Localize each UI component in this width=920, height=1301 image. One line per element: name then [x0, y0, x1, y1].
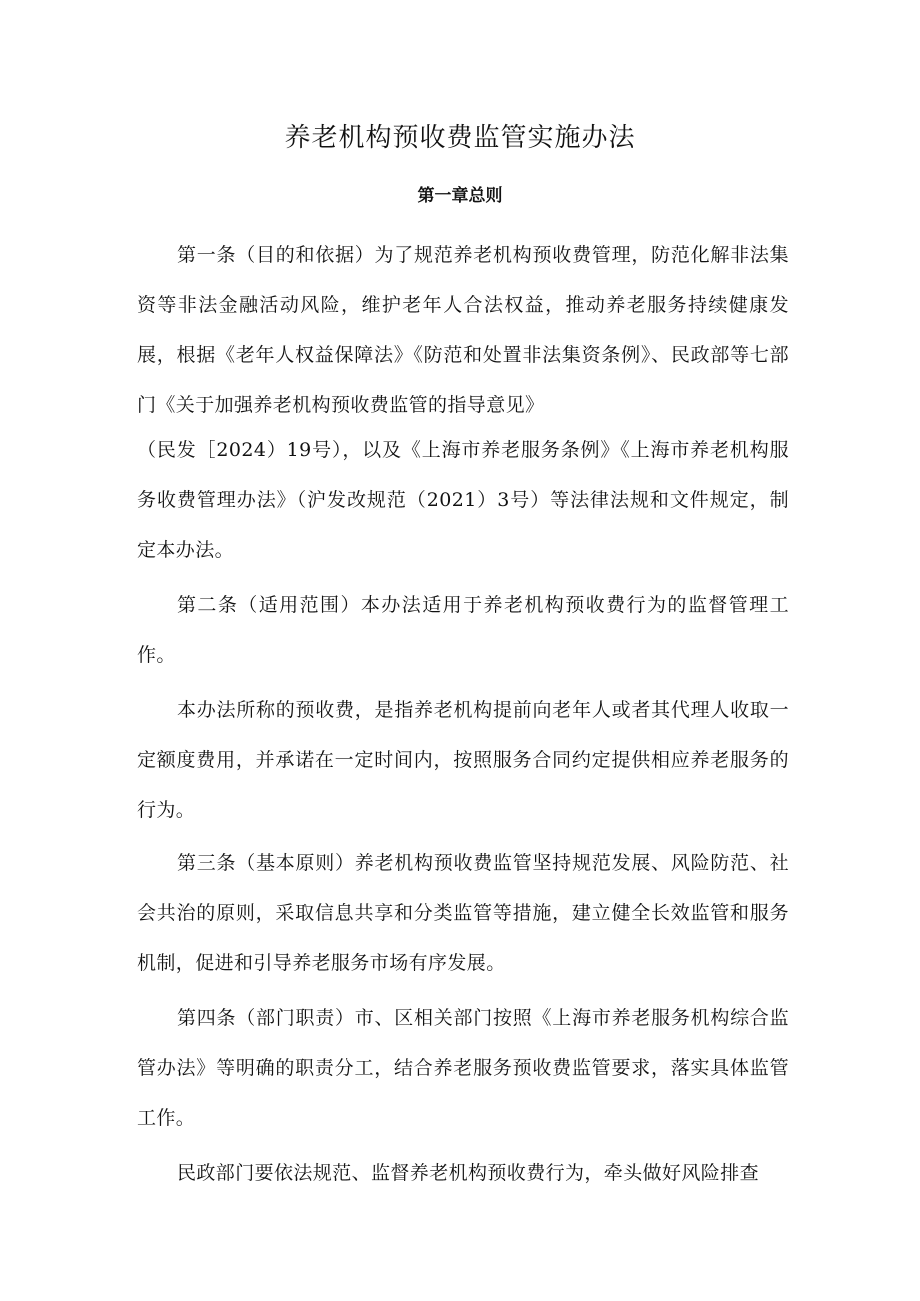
chapter-heading: 第一章总则 — [417, 186, 503, 206]
paragraph-prepayment-definition: 本办法所称的预收费，是指养老机构提前向老年人或者其代理人收取一定额度费用，并承诺在一定时间内，按照服务合同约定提供相应养老服务的行为。 — [137, 699, 789, 821]
paragraph-civil-affairs-duties: 民政部门要依法规范、监督养老机构预收费行为，牵头做好风险排查 — [177, 1162, 760, 1184]
paragraph-article-2: 第二条（适用范围）本办法适用于养老机构预收费行为的监督管理工作。 — [137, 594, 789, 666]
document-title: 养老机构预收费监管实施办法 — [284, 123, 636, 153]
paragraph-article-4: 第四条（部门职责）市、区相关部门按照《上海市养老服务机构综合监管办法》等明确的职责分工，结合养老服务预收费监管要求，落实具体监管工作。 — [137, 1007, 789, 1129]
paragraph-article-3: 第三条（基本原则）养老机构预收费监管坚持规范发展、风险防范、社会共治的原则，采取信息共享和分类监管等措施，建立健全长效监管和服务机制，促进和引导养老服务市场有序发展。 — [137, 852, 789, 974]
paragraph-article-1: 第一条（目的和依据）为了规范养老机构预收费管理，防范化解非法集资等非法金融活动风险，维护老年人合法权益，推动养老服务持续健康发展，根据《老年人权益保障法》《防范和处置非法集资条例》、民政部等七部门《关于加强养老机构预收费监管的指导意见》 — [137, 244, 789, 416]
paragraph-article-1-continued: （民发［2024）19号），以及《上海市养老服务条例》《上海市养老机构服务收费管理办法》（沪发改规范（2021）3号）等法律法规和文件规定，制定本办法。 — [137, 439, 789, 561]
